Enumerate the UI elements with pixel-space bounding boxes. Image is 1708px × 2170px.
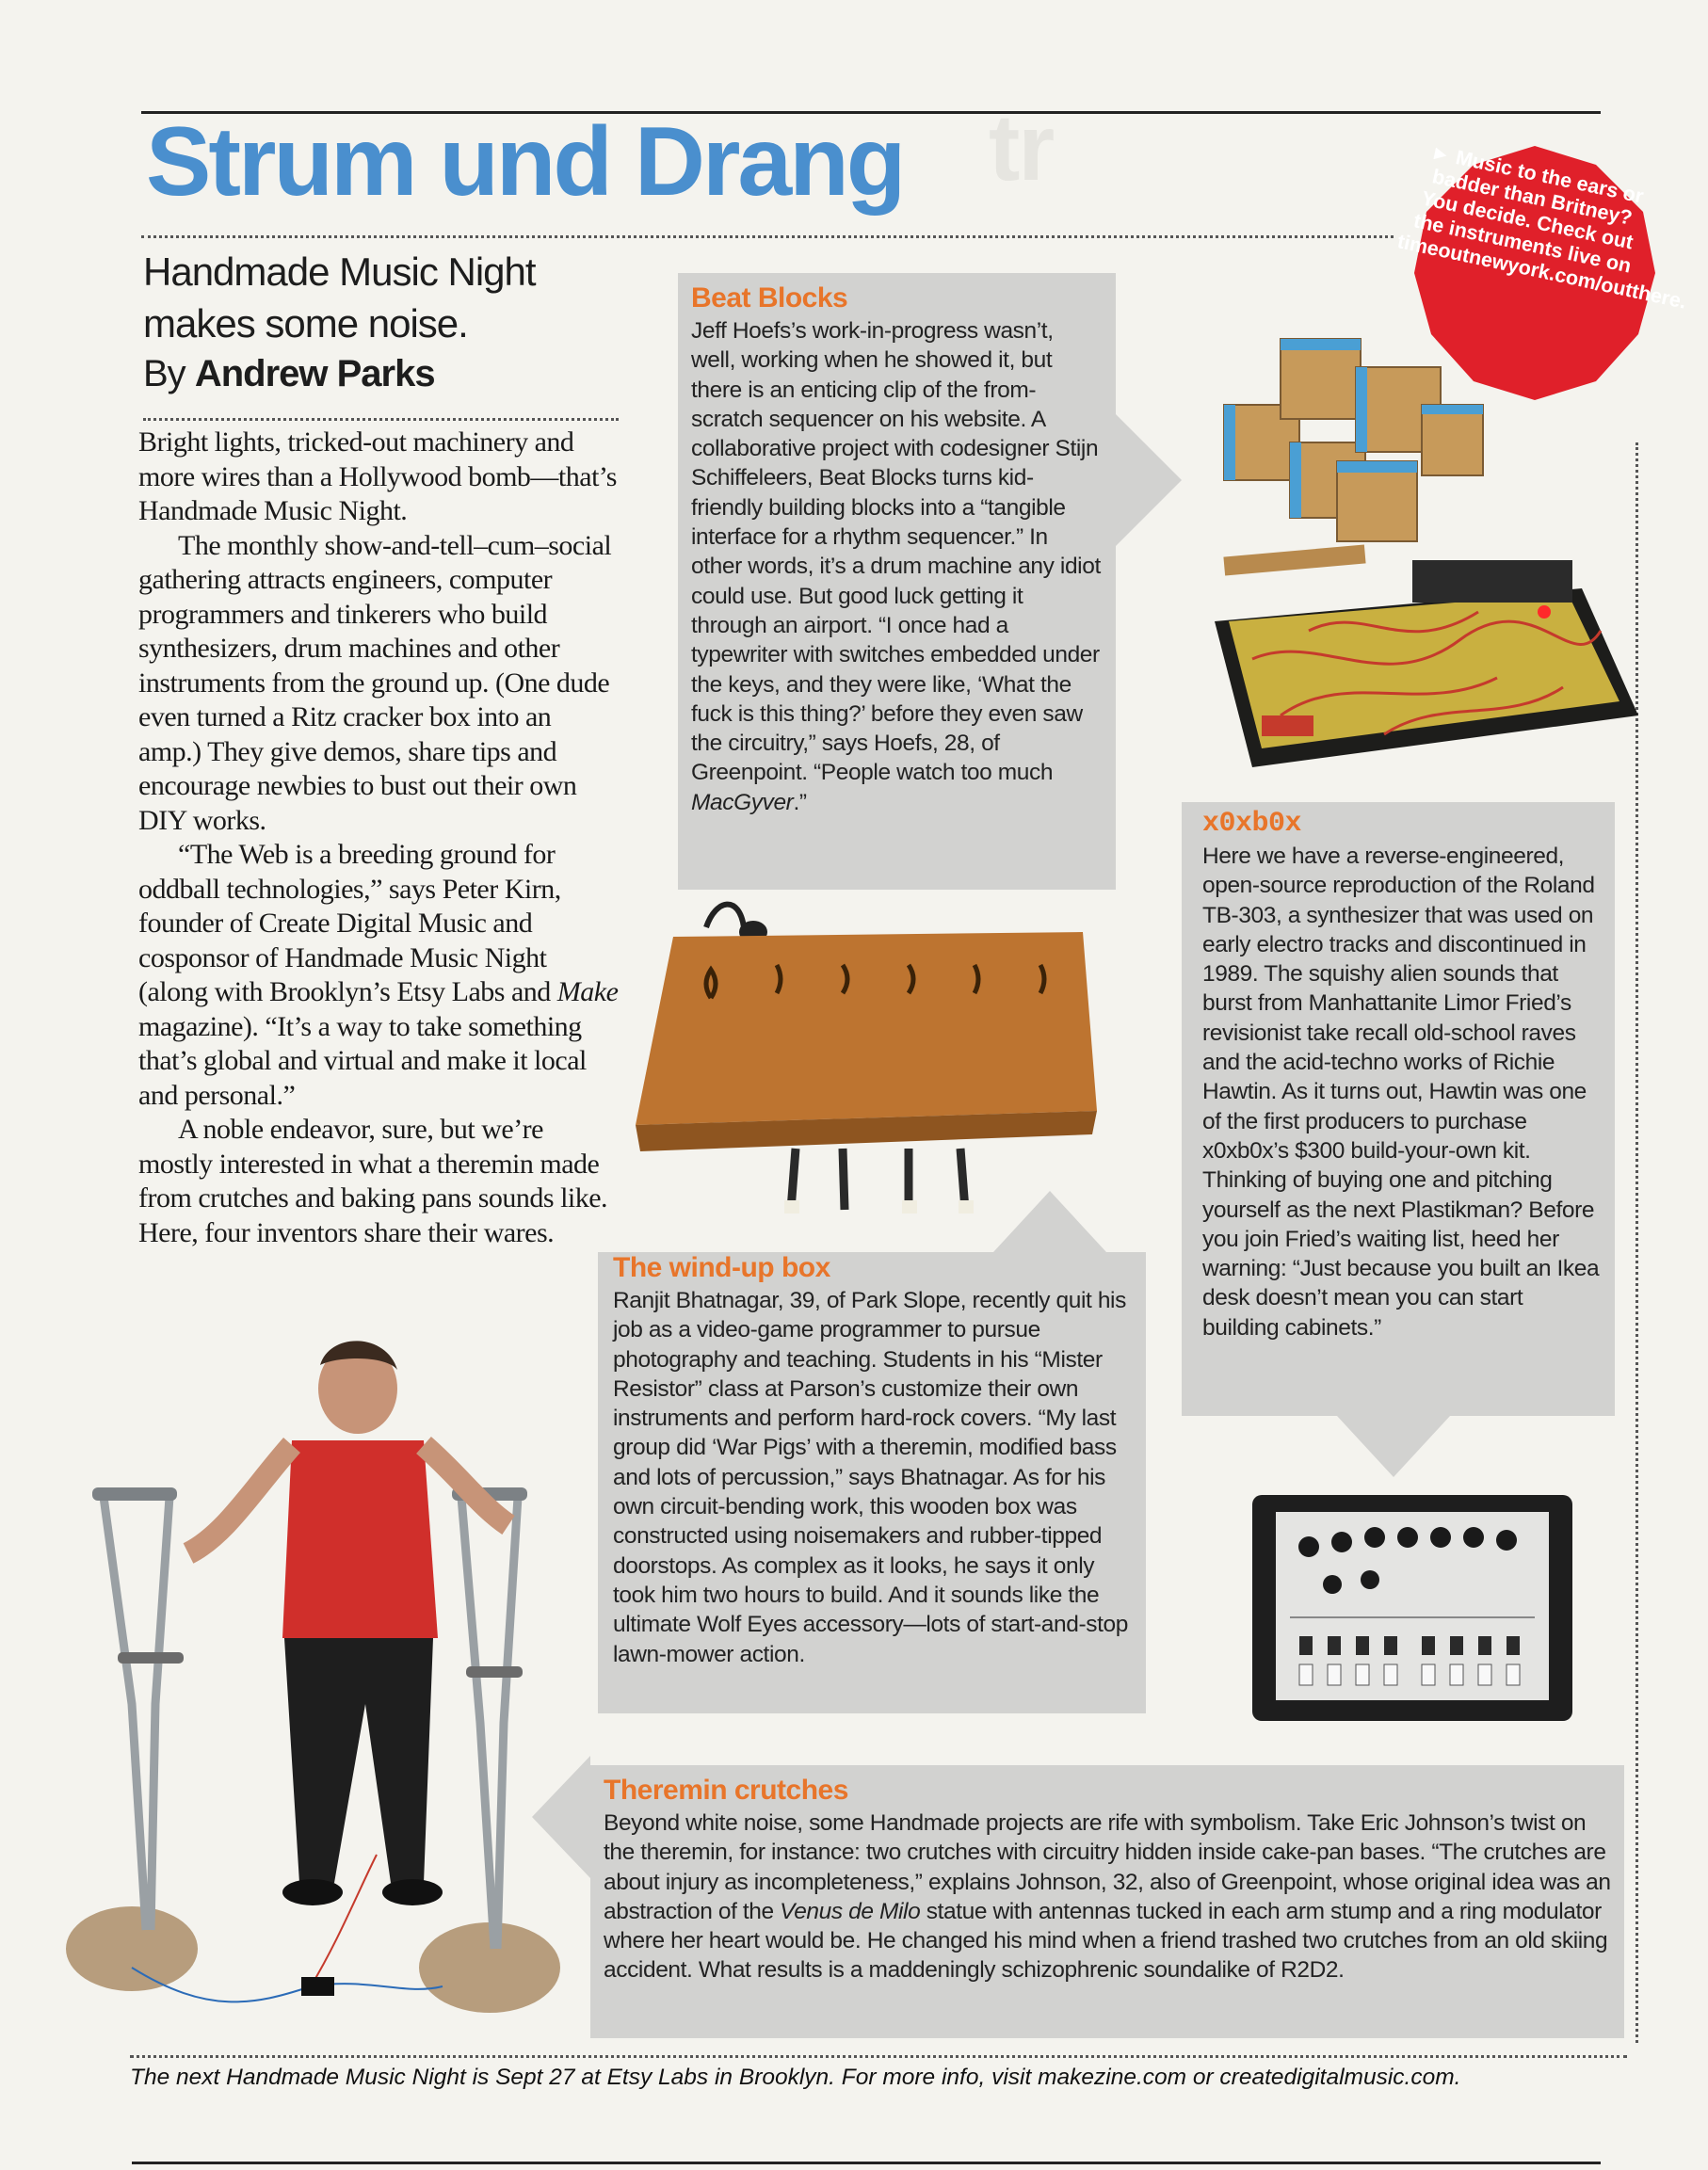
article-dek: Handmade Music Night makes some noise. xyxy=(143,249,536,346)
sidebar-text-body: Beyond white noise, some Handmade projects are rife with symbolism. Take Eric Johnson’s twist on the theremin, for instance: two crutches with circuitry hidden inside cake-pan bases. “The crutches are about injury as incompleteness,” explains Johnson, 32, also of Greenpoint, whose original idea was an abstraction of the xyxy=(604,1810,1611,1924)
theremin-crutches-photo xyxy=(66,1327,593,2024)
sidebar-text-end: .” xyxy=(793,789,807,815)
body-paragraph: The monthly show-and-tell–cum–social gathering attracts engineers, computer programmers and tinkerers who build synthesizers, drum machines and other instruments from the ground up. (One dude even turned a Ritz cracker box into an amp.) They give demos, share tips and encourage newbies to bust out their own DIY works. xyxy=(138,529,612,836)
headline-ghost: tr xyxy=(989,95,1054,201)
body-italic: Make xyxy=(556,976,619,1007)
x0xb0x-photo xyxy=(1252,1495,1572,1721)
sidebar-theremin-crutches xyxy=(590,1765,1624,2038)
sidebar-text xyxy=(604,1808,1611,1985)
promo-badge-text[interactable]: ► Music to the ears or badder than Britney? You decide. Check out the instruments live on timeoutnewyork.com/outthere. xyxy=(1395,140,1689,313)
sidebar-text-end: statue with antennas tucked in each arm stump and a ring modulator where her heart would be. He changed his mind when a friend trashed two crutches from an old skiing accident. What results is a maddeningly schizophrenic soundalike of R2D2. xyxy=(604,1898,1608,1984)
byline-author: Andrew Parks xyxy=(194,353,435,394)
sidebar-pointer xyxy=(1116,414,1182,546)
sidebar-text-italic: MacGyver xyxy=(691,789,794,815)
sidebar-wind-up-box xyxy=(598,1252,1146,1713)
sidebar-text xyxy=(691,316,1103,817)
headline-dotted-rule xyxy=(141,235,1394,238)
sidebar-title: Theremin crutches xyxy=(604,1775,848,1806)
wind-up-box-photo xyxy=(626,890,1116,1219)
footer-dotted-rule xyxy=(130,2055,1627,2058)
sidebar-x0xb0x xyxy=(1182,802,1615,1416)
sidebar-text: Here we have a reverse-engineered, open-source reproduction of the Roland TB-303, a synthesizer that was used on early electro tracks and discontinued in 1989. The squishy alien sounds that burst from Manhattanite Limor Fried’s revisionist take recall old-school raves and the acid-techno works of Richie Hawtin. As it turns out, Hawtin was one of the first producers to purchase x0xb0x’s $300 build-your-own kit. Thinking of buying one and pitching yourself as the next Plastikman? Before you join Fried’s waiting list, heed her warning: “Just because you built an Ikea desk doesn’t mean you can start building cabinets.” xyxy=(1202,844,1600,1341)
headline: Strum und Drang xyxy=(146,107,904,217)
sidebar-beat-blocks xyxy=(678,273,1116,890)
sidebar-text-body: Jeff Hoefs’s work-in-progress wasn’t, well, working when he showed it, but there is an enticing clip of the from-scratch sequencer on his website. A collaborative project with codesigner Stijn Schiffeleers, Beat Blocks turns kid-friendly building blocks into a “tangible interface for a rhythm sequencer.” In other words, it’s a drum machine any idiot could use. But good luck getting it through an airport. “I once had a typewriter with switches embedded under the keys, and they were like, ‘What the fuck is this thing?’ before they even saw the circuitry,” says Hoefs, 28, of Greenpoint. “People watch too much xyxy=(691,318,1101,786)
sidebar-text: Ranjit Bhatnagar, 39, of Park Slope, recently quit his job as a video-game programmer to pursue photography and teaching. Students in his “Mister Resistor” class at Parson’s customize their own instruments and perform hard-rock covers. “My last group did ‘War Pigs’ with a theremin, modified bass and lots of percussion,” says Bhatnagar. As for his own circuit-bending work, this wooden box was constructed using noisemakers and rubber-tipped doorstops. As complex as it looks, he says it only took him two hours to build. And it sounds like the ultimate Wolf Eyes accessory—lots of start-and-stop lawn-mower action. xyxy=(613,1288,1128,1667)
body-paragraph: A noble endeavor, sure, but we’re mostly interested in what a theremin made from crutches and baking pans sounds like. Here, four inventors share their wares. xyxy=(138,1114,608,1248)
sidebar-pointer xyxy=(993,1191,1106,1252)
byline-prefix: By xyxy=(143,353,185,394)
sidebar-title: The wind-up box xyxy=(613,1252,830,1283)
bottom-rule xyxy=(132,2162,1601,2164)
sidebar-title: Beat Blocks xyxy=(691,282,848,313)
body-paragraph-end: magazine). “It’s a way to take something that’s global and virtual and make it local and personal.” xyxy=(138,1010,587,1111)
body-paragraph-text: “The Web is a breeding ground for oddball technologies,” says Peter Kirn, founder of Create Digital Music and cosponsor of Handmade Music Night (along with Brooklyn’s Etsy Labs and xyxy=(138,839,561,1007)
sidebar-pointer xyxy=(1337,1416,1450,1477)
body-paragraph xyxy=(138,838,619,1113)
dek-dotted-rule xyxy=(143,418,619,421)
beat-blocks-photo xyxy=(1196,320,1648,772)
sidebar-pointer xyxy=(532,1756,590,1878)
article-body xyxy=(138,426,619,1250)
sidebar-title: x0xb0x xyxy=(1202,808,1302,840)
footer-note: The next Handmade Music Night is Sept 27 at Etsy Labs in Brooklyn. For more info, visit makezine.com or createdigitalmusic.com. xyxy=(130,2065,1461,2090)
byline xyxy=(143,353,435,395)
sidebar-text-italic: Venus de Milo xyxy=(780,1898,921,1924)
body-paragraph: Bright lights, tricked-out machinery and more wires than a Hollywood bomb—that’s Handmade Music Night. xyxy=(138,426,617,526)
